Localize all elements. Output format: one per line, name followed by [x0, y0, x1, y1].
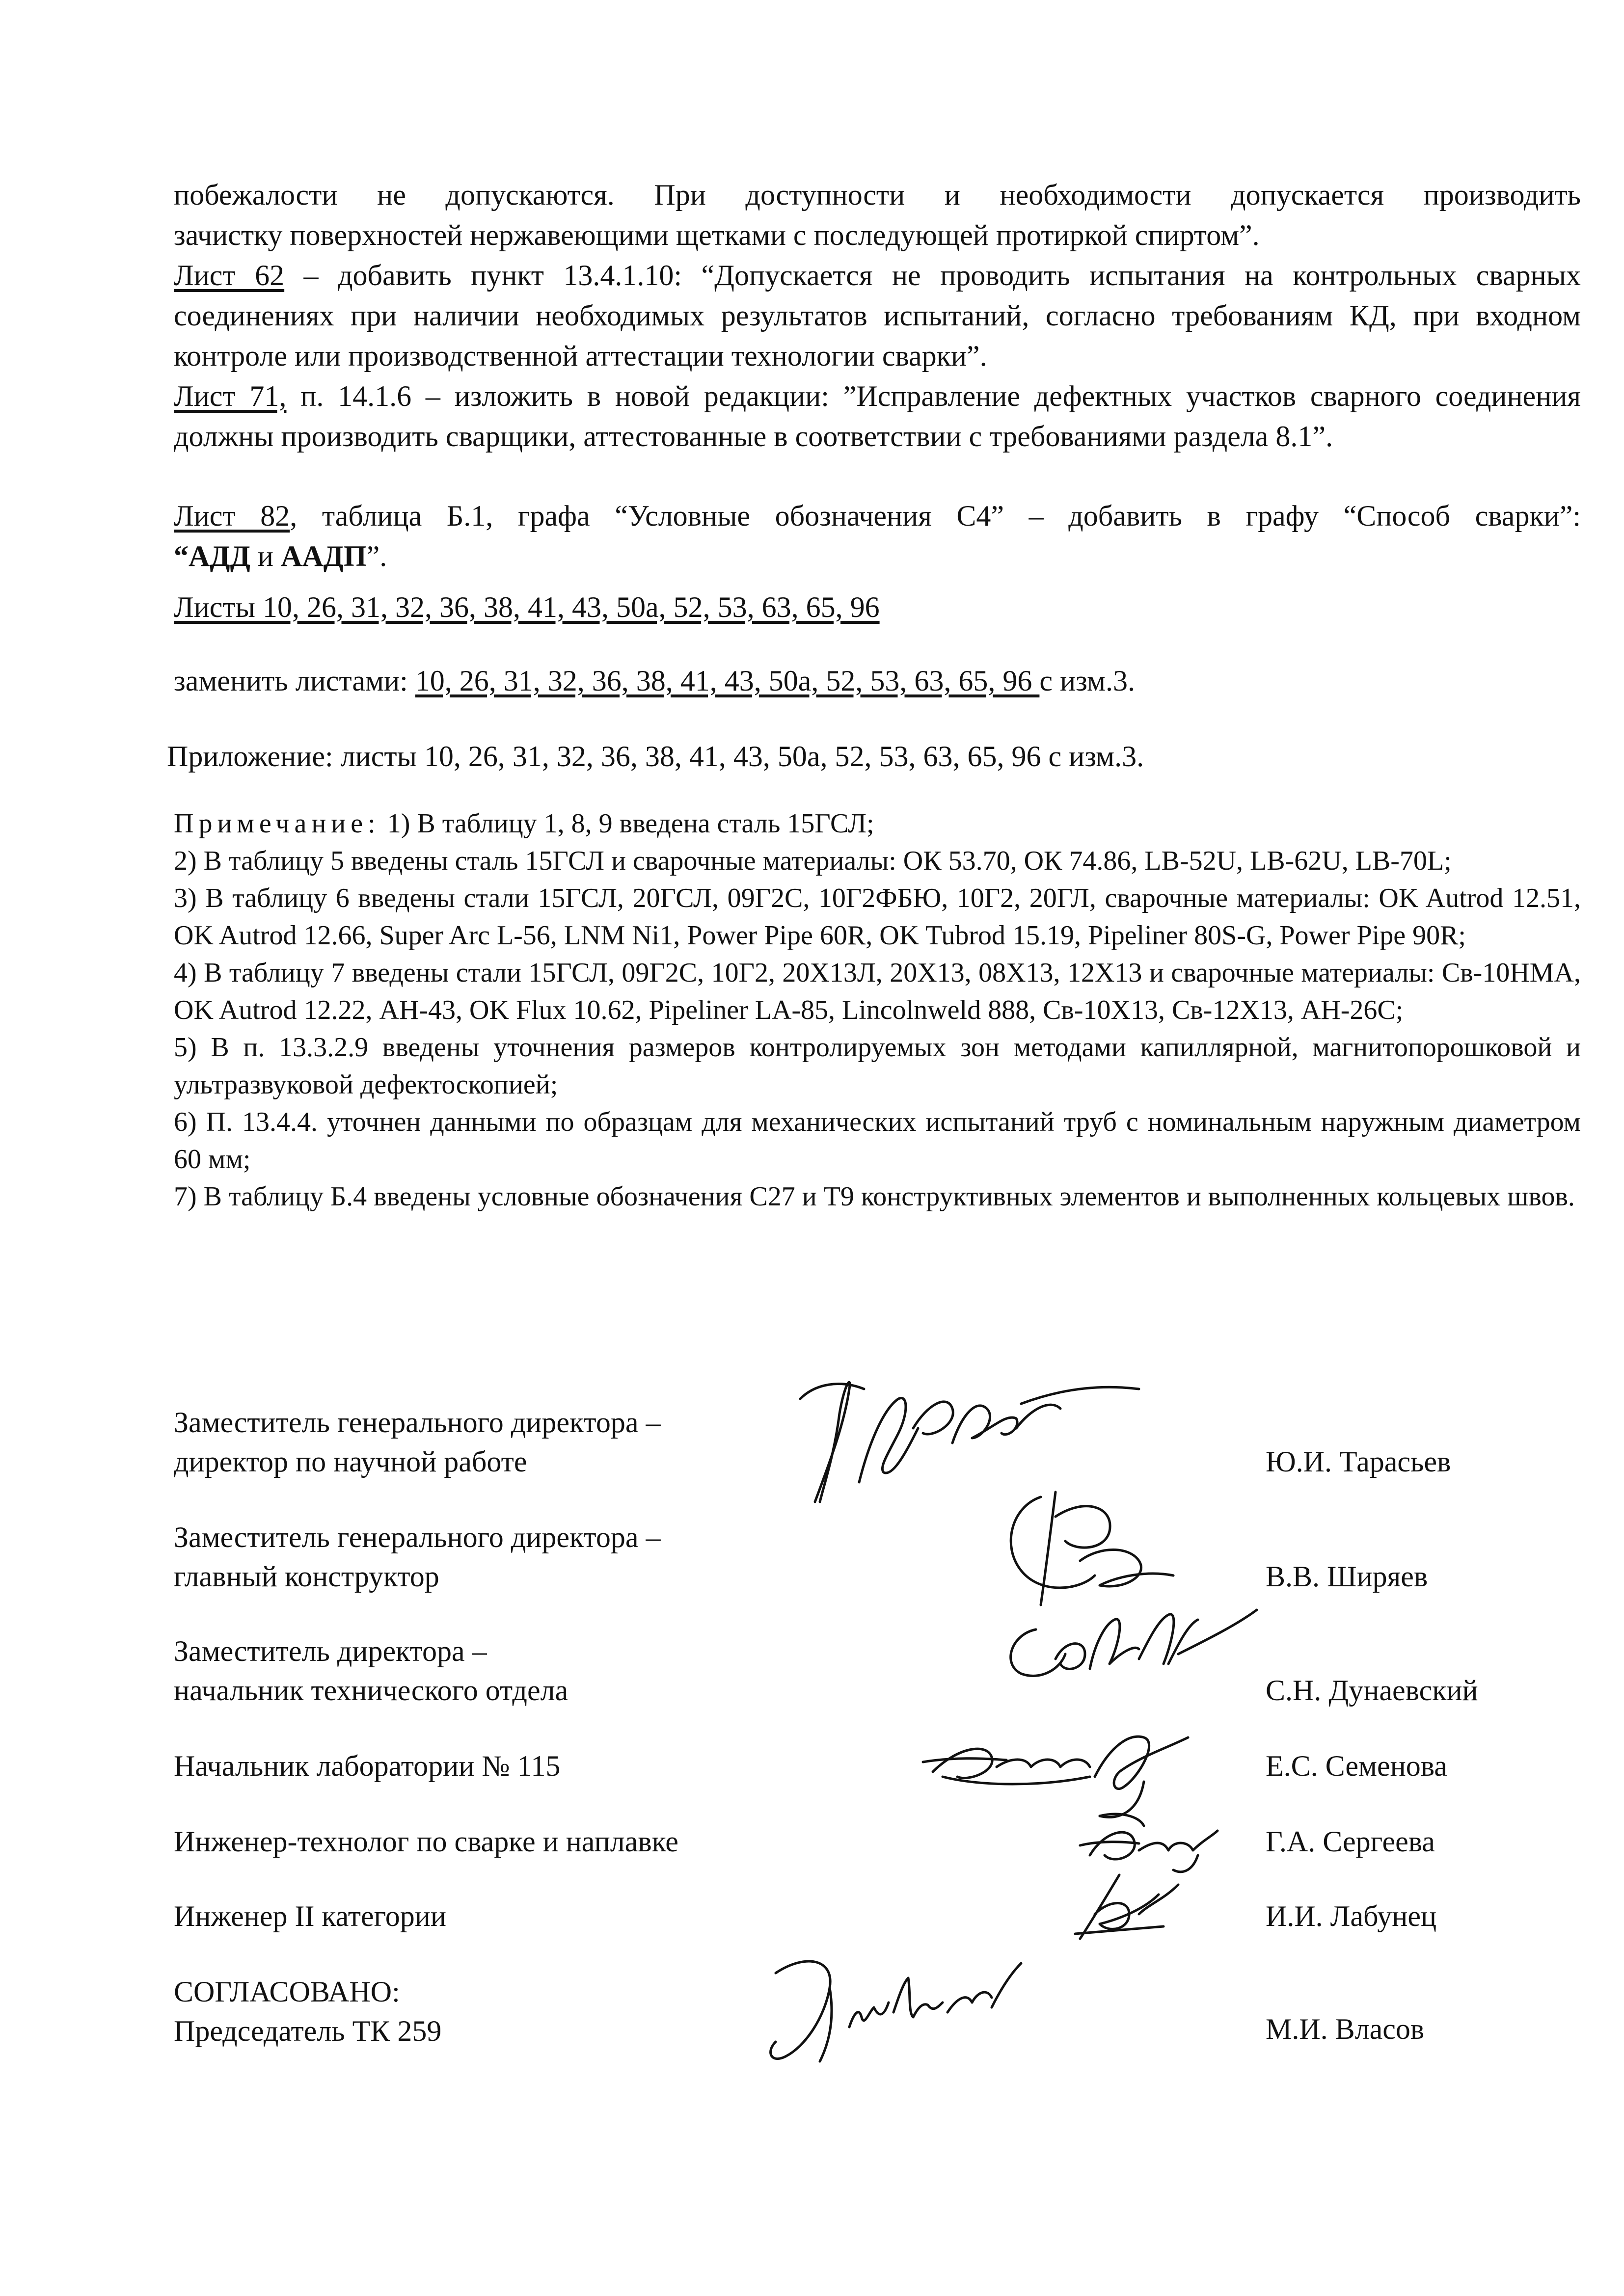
signature-6-icon: [1065, 1865, 1193, 1949]
sheet-ref-82: Лист 82: [174, 500, 290, 532]
replace-prefix: заменить листами:: [174, 665, 415, 697]
paragraph-sheet-71: [174, 376, 1581, 456]
paragraph-sheet-82: [174, 496, 1581, 576]
note-7: 7) В таблицу Б.4 введены условные обозначения С27 и Т9 конструктивных элементов и выполненных кольцевых швов.: [174, 1181, 1575, 1212]
paragraph-sheet-62: [174, 255, 1581, 376]
notes-label: Примечание:: [174, 808, 380, 839]
paragraph-intro-line-1: побежалости не допускаются. При доступности и необходимости допускается производить: [174, 179, 1581, 211]
paragraph-sheet-82-text: , таблица Б.1, графа “Условные обозначения С4” – добавить в графу “Способ сварки”:: [290, 500, 1581, 532]
quote-close: ”.: [366, 540, 387, 572]
signature-3-icon: [992, 1590, 1267, 1718]
signatory-4-name: Е.С. Семенова: [1266, 1750, 1447, 1782]
approval-title: СОГЛАСОВАНО: Председатель ТК 259: [174, 1976, 442, 2047]
method-aadp: ААДП: [281, 540, 367, 572]
note-2: 2) В таблицу 5 введены сталь 15ГСЛ и сварочные материалы: ОК 53.70, ОК 74.86, LB-52U, LB-62U, LB-70L;: [174, 846, 1452, 876]
paragraph-sheet-71-text: п. 14.1.6 – изложить в новой редакции: ”Исправление дефектных участков сварного соединения должны производить сварщики, аттестованные в соответствии с требованиями раздела 8.1”.: [174, 380, 1581, 453]
paragraph-intro: [174, 175, 1581, 255]
signature-7-icon: [756, 1944, 1031, 2081]
signatory-2-name: В.В. Ширяев: [1266, 1560, 1428, 1593]
approval-name: М.И. Власов: [1266, 2013, 1425, 2045]
paragraph-sheet-62-text: – добавить пункт 13.4.1.10: “Допускается не проводить испытания на контрольных сварных соединениях при наличии необходимых результатов испытаний, согласно требованиям КД, при входном контроле или производственной аттестации технологии сварки”.: [174, 259, 1581, 372]
signatory-6-title: Инженер II категории: [174, 1900, 446, 1932]
replace-suffix: с изм.3.: [1039, 665, 1135, 697]
signatory-6-name: И.И. Лабунец: [1266, 1900, 1437, 1932]
signatory-4-title: Начальник лаборатории № 115: [174, 1750, 561, 1782]
signatory-3-name: С.Н. Дунаевский: [1266, 1674, 1478, 1707]
sheets-line: Листы 10, 26, 31, 32, 36, 38, 41, 43, 50а, 52, 53, 63, 65, 96: [174, 591, 880, 623]
appendix-line: Приложение: листы 10, 26, 31, 32, 36, 38, 41, 43, 50а, 52, 53, 63, 65, 96 с изм.3.: [167, 740, 1144, 773]
signatory-1-name: Ю.И. Тарасьев: [1266, 1445, 1451, 1478]
notes-block: [174, 805, 1581, 1215]
replace-line: [174, 661, 1135, 701]
replace-list: 10, 26, 31, 32, 36, 38, 41, 43, 50а, 52, 53, 63, 65, 96: [415, 665, 1040, 697]
quote-open: “: [174, 540, 189, 572]
signatory-5-title: Инженер-технолог по сварке и наплавке: [174, 1825, 678, 1858]
sheet-ref-71: Лист 71,: [174, 380, 287, 412]
note-4: 4) В таблицу 7 введены стали 15ГСЛ, 09Г2С, 10Г2, 20Х13Л, 20Х13, 08Х13, 12Х13 и сварочные материалы: Св-10НМА, OK Autrod 12.22, АН-43, OK Flux 10.62, Pipeliner LA-85, Lincolnweld 888, Св-10Х13, Св-12Х13, АН-26С;: [174, 958, 1581, 1025]
conjunction: и: [250, 540, 281, 572]
paragraph-intro-line-2: зачистку поверхностей нержавеющими щетками с последующей протиркой спиртом”.: [174, 219, 1260, 251]
note-6: 6) П. 13.4.4. уточнен данными по образцам для механических испытаний труб с номинальным наружным диаметром 60 мм;: [174, 1107, 1581, 1175]
method-add: АДД: [189, 540, 250, 572]
note-3: 3) В таблицу 6 введены стали 15ГСЛ, 20ГСЛ, 09Г2С, 10Г2ФБЮ, 10Г2, 20ГЛ, сварочные материалы: OK Autrod 12.51, OK Autrod 12.66, Super Arc L-56, LNM Ni1, Power Pipe 60R, OK Tubrod 15.19, Pipeliner 80S-G, Power Pipe 90R;: [174, 883, 1581, 951]
note-1: 1) В таблицу 1, 8, 9 введена сталь 15ГСЛ;: [380, 808, 874, 839]
signatory-5-name: Г.А. Сергеева: [1266, 1825, 1435, 1858]
signatory-3-title: Заместитель директора – начальник технического отдела: [174, 1635, 568, 1707]
signatory-1-title: Заместитель генерального директора – директор по научной работе: [174, 1406, 661, 1478]
signatory-2-title: Заместитель генерального директора – главный конструктор: [174, 1521, 661, 1593]
note-5: 5) В п. 13.3.2.9 введены уточнения размеров контролируемых зон методами капиллярной, магнитопорошковой и ультразвуковой дефектоскопией;: [174, 1032, 1581, 1100]
sheet-ref-62: Лист 62: [174, 259, 285, 292]
